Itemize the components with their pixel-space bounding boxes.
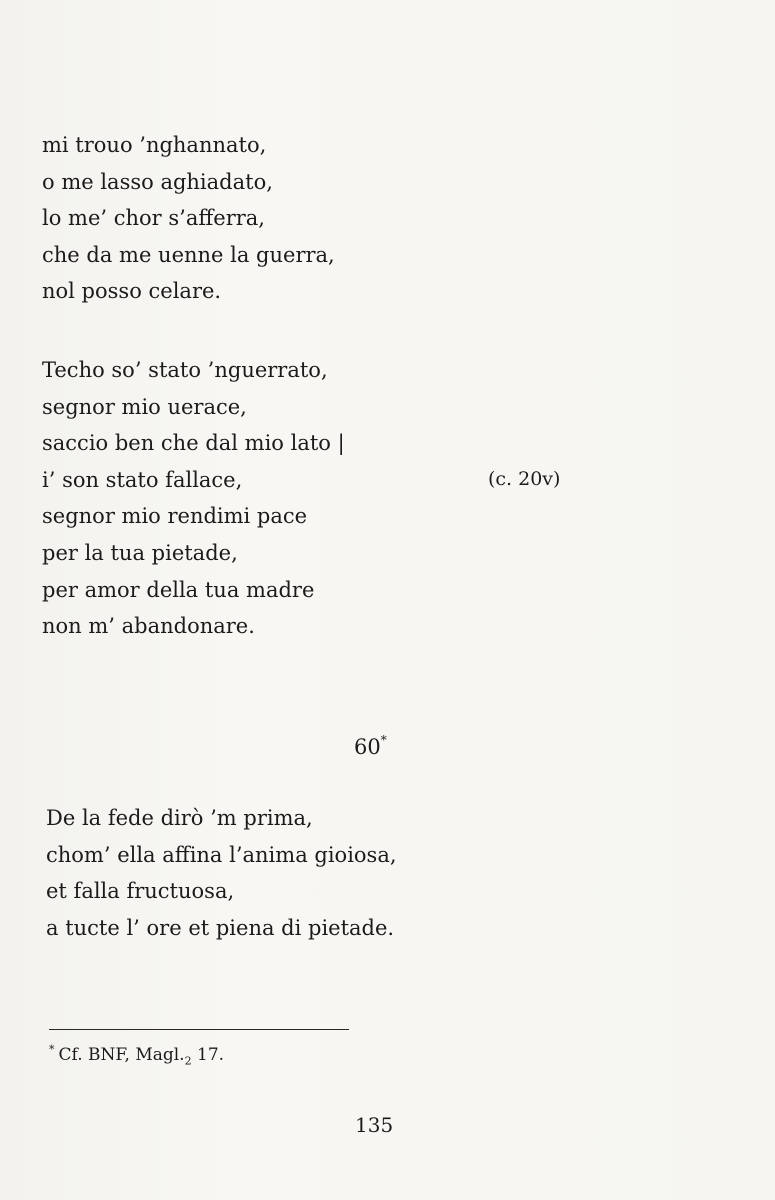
verse-line: non m’ abandonare. (42, 614, 255, 639)
verse-line: chom’ ella affina l’anima gioiosa, (46, 842, 397, 867)
footnote-separator (49, 1029, 349, 1030)
verse-line: mi trouo ’nghannato, (42, 133, 267, 157)
stanza-2 (42, 352, 345, 645)
verse-line: saccio ben che dal mio lato | (42, 431, 345, 456)
verse-line: per la tua pietade, (42, 540, 238, 565)
footnote-mark: * (49, 1043, 55, 1056)
footnote-text-end: 17. (191, 1045, 225, 1065)
manuscript-folio-reference: (c. 20v) (488, 468, 561, 490)
verse-line: De la fede dirò ’m prima, (46, 806, 313, 830)
verse-line: che da me uenne la guerra, (42, 242, 335, 267)
footnote-subscript: 2 (184, 1054, 192, 1068)
poem-number (354, 724, 387, 765)
verse-line: segnor mio rendimi pace (42, 504, 308, 529)
footnote-text: Cf. BNF, Magl. (58, 1045, 185, 1065)
footnote (49, 1043, 224, 1073)
verse-line: lo me’ chor s’afferra, (42, 206, 265, 231)
verse-line: i’ son stato fallace, (42, 467, 243, 492)
verse-line: segnor mio uerace, (42, 394, 247, 419)
poem-number-value: 60 (354, 735, 381, 759)
verse-line: a tucte l’ ore et piena di pietade. (46, 915, 395, 940)
page-number: 135 (355, 1113, 394, 1137)
verse-line: o me lasso aghiadato, (42, 169, 273, 194)
verse-line: nol posso celare. (42, 279, 222, 304)
footnote-marker: * (380, 733, 387, 747)
verse-line: per amor della tua madre (42, 577, 315, 602)
verse-line: et falla fructuosa, (46, 879, 235, 904)
verse-line: Techo so’ stato ’nguerrato, (42, 358, 328, 382)
stanza-3 (46, 800, 397, 946)
stanza-1 (42, 127, 335, 310)
